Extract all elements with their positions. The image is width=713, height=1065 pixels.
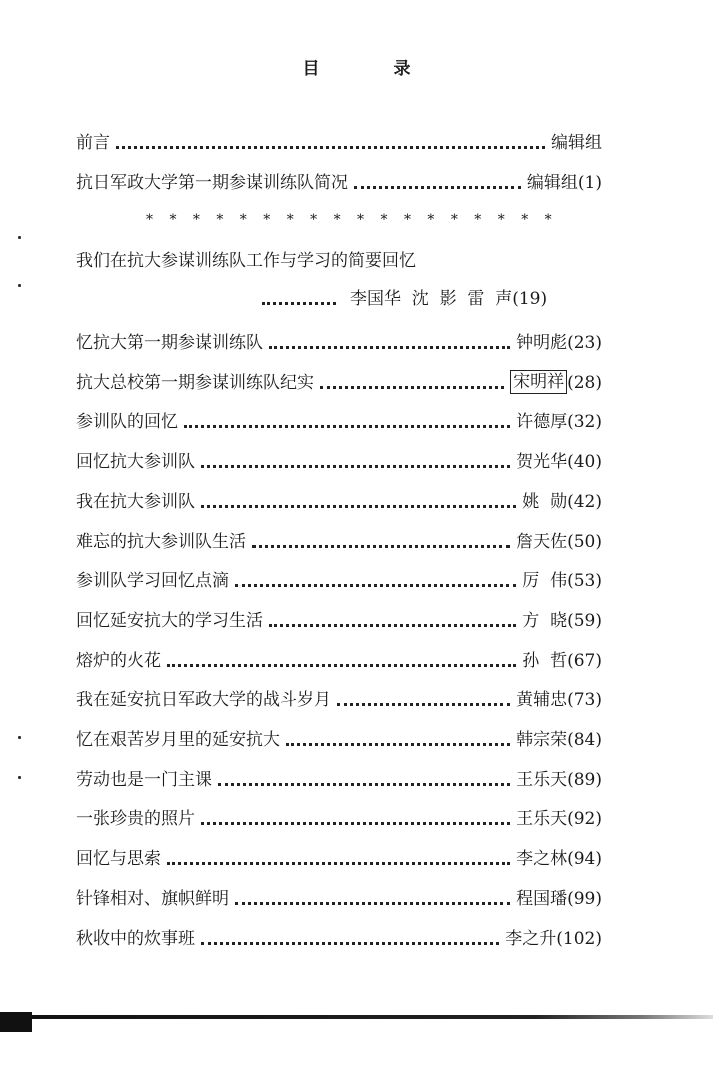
entry-page: (102) [556,929,602,949]
toc-entry [76,844,602,870]
toc-entry [76,368,602,394]
dot-leader [116,146,545,149]
star-divider: * * * * * * * * * * * * * * * * * * [146,212,558,228]
entry-author: 黄辅忠 [516,690,568,710]
toc-entry [76,487,602,513]
entry-title: 前言 [76,133,110,153]
entry-author: 编辑组 [526,173,578,193]
dot-leader [184,425,510,428]
entry-author: 王乐天 [516,809,568,829]
dot-leader [201,465,510,468]
entry-title: 一张珍贵的照片 [76,809,195,829]
entry-title: 忆抗大第一期参谋训练队 [76,333,263,353]
dot-leader [167,862,510,865]
entry-author: 许德厚 [516,412,568,432]
entry-title: 秋收中的炊事班 [76,929,195,949]
entry-title: 我在延安抗日军政大学的战斗岁月 [76,690,331,710]
entry-page: (92) [567,809,602,829]
dot-leader [320,386,504,389]
toc-entry [76,606,602,632]
entry-page: (94) [567,849,602,869]
entry-title: 难忘的抗大参训队生活 [76,532,246,552]
dot-leader [201,505,516,508]
dot-leader [235,902,510,905]
toc-entry [76,527,602,553]
entry-page: (73) [567,690,602,710]
entry-author: 王乐天 [516,770,568,790]
dot-leader [252,545,510,548]
entry-title: 我在抗大参训队 [76,492,195,512]
scan-speck [18,236,21,239]
entry-page: (40) [567,452,602,472]
entry-author: 詹天佐 [516,532,568,552]
entry-title: 参训队的回忆 [76,412,178,432]
entry-page: (42) [567,492,602,512]
dot-leader [269,624,516,627]
dot-leader [201,822,510,825]
dot-leader [269,346,510,349]
entry-page: (28) [567,373,602,393]
entry-author: 李国华 沈 影 雷 声 [350,289,513,309]
entry-title: 回忆与思索 [76,849,161,869]
entry-author: 韩宗荣 [516,730,568,750]
entry-page: (19) [512,289,548,309]
entry-author: 李之升 [505,929,557,949]
toc-entry [76,168,602,194]
dot-leader [167,664,516,667]
dot-leader [235,584,516,587]
entry-author: 方 晓 [522,611,568,631]
entry-page: (59) [567,611,602,631]
entry-page: (84) [567,730,602,750]
entry-page: (99) [567,889,602,909]
toc-entry [76,725,602,751]
toc-entry [76,128,602,154]
dot-leader [262,302,336,305]
toc-entry [76,328,602,354]
scan-speck [18,736,21,739]
entry-page: (32) [567,412,602,432]
entry-page: (67) [567,651,602,671]
toc-entry-continuation [262,288,602,310]
dot-leader [337,703,510,706]
entry-title: 回忆抗大参训队 [76,452,195,472]
dot-leader [201,942,499,945]
entry-title: 针锋相对、旗帜鲜明 [76,889,229,909]
dot-leader [286,743,510,746]
toc-entry [76,685,602,711]
toc-entry [76,447,602,473]
entry-author: 李之林 [516,849,568,869]
toc-entry [76,646,602,672]
toc-entry [76,804,602,830]
scan-mark [0,1012,32,1032]
entry-page: (1) [577,173,602,193]
toc-entry [76,765,602,791]
entry-title: 抗大总校第一期参谋训练队纪实 [76,373,314,393]
dot-leader [218,783,510,786]
scan-speck [18,284,21,287]
entry-title: 忆在艰苦岁月里的延安抗大 [76,730,280,750]
entry-author: 程国璠 [516,889,568,909]
scan-speck [18,776,21,779]
entry-title: 参训队学习回忆点滴 [76,571,229,591]
entry-author: 钟明彪 [516,333,568,353]
entry-title-multiline: 我们在抗大参谋训练队工作与学习的简要回忆 [76,251,416,271]
entry-author: 姚 勋 [522,492,568,512]
entry-page: (53) [567,571,602,591]
toc-entry [76,407,602,433]
toc-entry [76,924,602,950]
entry-page: (23) [567,333,602,353]
bottom-rule [0,1015,713,1019]
dot-leader [354,186,521,189]
entry-author: 厉 伟 [522,571,568,591]
entry-author: 编辑组 [551,133,602,153]
entry-author: 孙 哲 [522,651,568,671]
entry-author: 贺光华 [516,452,568,472]
toc-entry [76,566,602,592]
entry-title: 回忆延安抗大的学习生活 [76,611,263,631]
page-title: 目 录 [302,59,445,79]
entry-page: (50) [567,532,602,552]
entry-page: (89) [567,770,602,790]
toc-entry [76,884,602,910]
entry-title: 熔炉的火花 [76,651,161,671]
entry-title: 抗日军政大学第一期参谋训练队简况 [76,173,348,193]
entry-title: 劳动也是一门主课 [76,770,212,790]
entry-author-boxed: 宋明祥 [510,370,567,394]
